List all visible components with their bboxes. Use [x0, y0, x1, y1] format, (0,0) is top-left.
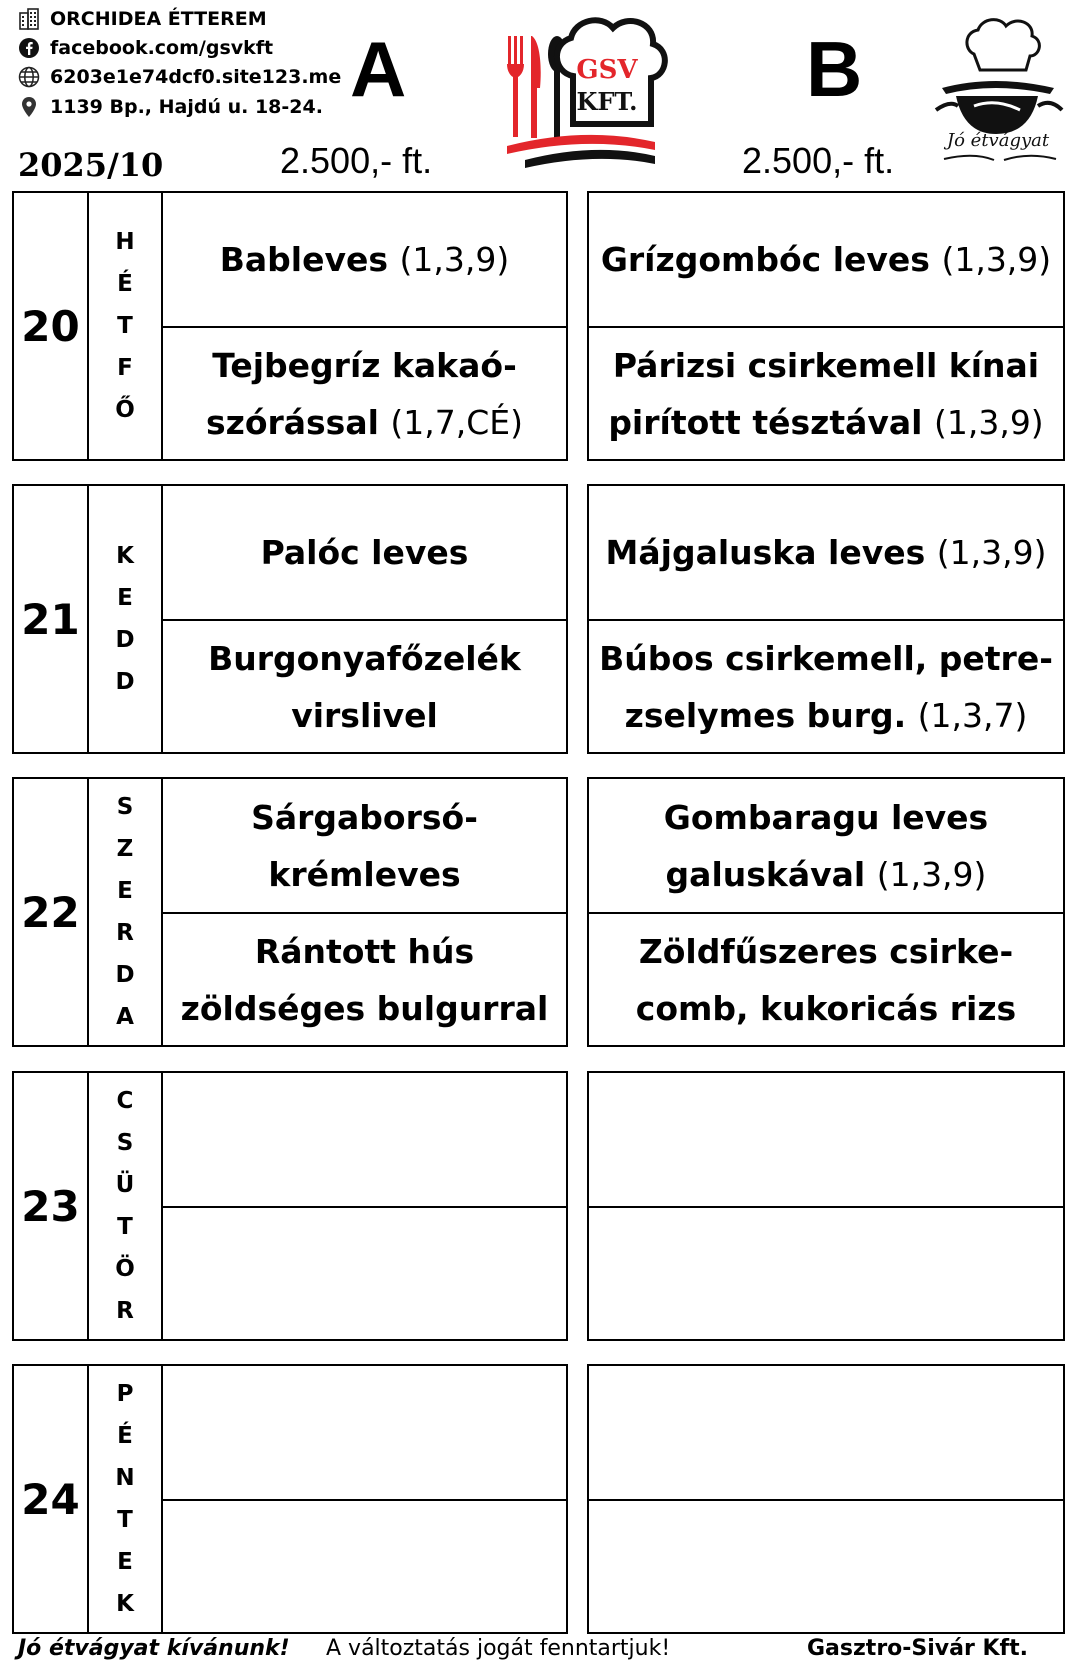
- day-22-block-a: [12, 777, 568, 1047]
- menu-a-main: Tejbegríz kakaó- szórással (1,7,CÉ): [205, 345, 524, 442]
- restaurant-name: ORCHIDEA ÉTTEREM: [50, 8, 267, 30]
- day-22-block-b: [587, 777, 1065, 1047]
- gsv-logo-text-2: KFT.: [576, 87, 638, 116]
- footer-company: Gasztro-Sivár Kft.: [807, 1636, 1028, 1661]
- map-pin-icon: [18, 96, 40, 118]
- day-23-block-a: [12, 1071, 568, 1341]
- footer-greeting: Jó étvágyat kívánunk!: [18, 1636, 290, 1661]
- fork-icon: [507, 36, 524, 137]
- month-label: 2025/10: [18, 146, 164, 184]
- menu-b-main: Zöldfűszeres csirke- comb, kukoricás rizs: [635, 931, 1017, 1028]
- building-icon: [18, 8, 40, 30]
- menu-a-soup: Palóc leves: [260, 533, 469, 572]
- globe-icon: [18, 66, 40, 88]
- day-24-block-a: [12, 1364, 568, 1634]
- weekday-vertical: S Z E R D A: [89, 779, 163, 1045]
- weekday-vertical: K E D D: [89, 486, 163, 752]
- spoon-fork-flourish: [944, 156, 1056, 160]
- column-b-price: 2.500,- ft.: [742, 140, 895, 181]
- gsv-logo-text-1: GSV: [576, 55, 638, 85]
- knife-icon: [531, 36, 541, 138]
- footer-disclaimer: A változtatás jogát fenntartjuk!: [326, 1636, 671, 1661]
- menu-a-main: Rántott hús zöldséges bulgurral: [180, 931, 549, 1028]
- restaurant-name-line: [18, 8, 267, 30]
- website-link[interactable]: 6203e1e74dcf0.site123.me: [50, 66, 342, 88]
- menu-b-soup: Grízgombóc leves (1,3,9): [600, 240, 1052, 279]
- day-21-block-b: [587, 484, 1065, 754]
- column-a-price: 2.500,- ft.: [280, 140, 433, 181]
- gsv-logo: [505, 14, 685, 174]
- column-a-letter: A: [350, 25, 407, 113]
- facebook-line: [18, 37, 273, 59]
- menu-a-main: Burgonyafőzelék virslivel: [208, 638, 521, 735]
- menu-a-soup: Sárgaborsó- krémleves: [251, 797, 478, 894]
- menu-b-main: Búbos csirkemell, petre- zselymes burg. (1,3,7): [599, 638, 1053, 735]
- facebook-icon: [18, 37, 40, 59]
- day-number: 20: [14, 193, 89, 459]
- day-number: 22: [14, 779, 89, 1045]
- chef-logo: [934, 14, 1064, 169]
- day-20-block-b: [587, 191, 1065, 461]
- weekday-vertical: C S Ü T Ö R: [89, 1073, 163, 1339]
- facebook-link[interactable]: facebook.com/gsvkft: [50, 37, 274, 59]
- weekday-vertical: P É N T E K: [89, 1366, 163, 1632]
- day-number: 24: [14, 1366, 89, 1632]
- day-20-block-a: [12, 191, 568, 461]
- address: 1139 Bp., Hajdú u. 18-24.: [50, 96, 323, 118]
- day-23-block-b: [587, 1071, 1065, 1341]
- menu-b-main: Párizsi csirkemell kínai pirított tésztával (1,3,9): [608, 345, 1044, 442]
- website-line: [18, 66, 341, 88]
- weekday-vertical: H É T F Ő: [89, 193, 163, 459]
- menu-b-soup: Gombaragu leves galuskával (1,3,9): [663, 797, 989, 894]
- day-number: 21: [14, 486, 89, 752]
- day-24-block-b: [587, 1364, 1065, 1634]
- chef-logo-text: Jó étvágyat: [946, 130, 1050, 151]
- day-number: 23: [14, 1073, 89, 1339]
- menu-b-soup: Májgaluska leves (1,3,9): [605, 533, 1047, 572]
- menu-a-soup: Bableves (1,3,9): [219, 240, 510, 279]
- day-21-block-a: [12, 484, 568, 754]
- address-line: [18, 96, 323, 118]
- column-b-letter: B: [806, 25, 863, 113]
